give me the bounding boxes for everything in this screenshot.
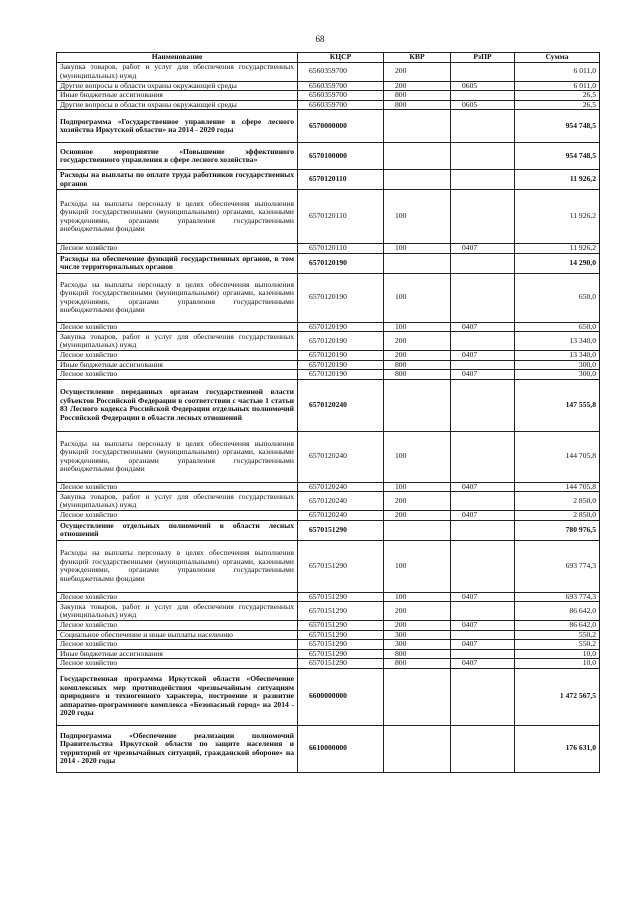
cell-sum: 14 290,0: [515, 253, 600, 273]
cell-sum: 1 472 567,5: [515, 668, 600, 725]
cell-name: Государственная программа Иркутской области «Обеспечение комплексных мер противодействия чрезвычайным ситуациям природного и техногенного характера, построение и развитие аппаратно-программного комплекса «Безопасный город» на 2014 - 2020 годы: [57, 668, 298, 725]
budget-table: [56, 52, 600, 773]
cell-kvr: 800: [384, 659, 451, 669]
table-row: [57, 431, 600, 482]
cell-kcsr: 6570120240: [298, 482, 384, 492]
cell-name: Иные бюджетные ассигнования: [57, 91, 298, 101]
cell-rzpr: [451, 273, 515, 322]
cell-kcsr: 6570120240: [298, 492, 384, 511]
cell-kcsr: 6570120110: [298, 190, 384, 244]
table-row: [57, 492, 600, 511]
cell-kvr: 800: [384, 649, 451, 659]
cell-kvr: 100: [384, 482, 451, 492]
table-row: [57, 659, 600, 669]
cell-rzpr: [451, 630, 515, 640]
cell-kvr: [384, 520, 451, 540]
table-row: [57, 602, 600, 621]
table-row: [57, 332, 600, 351]
cell-kvr: [384, 110, 451, 143]
table-row: [57, 91, 600, 101]
column-header-sum: Сумма: [515, 53, 600, 63]
cell-sum: 10,0: [515, 649, 600, 659]
cell-kvr: [384, 143, 451, 170]
cell-kcsr: 6570151290: [298, 540, 384, 592]
cell-kcsr: 6570151290: [298, 520, 384, 540]
cell-sum: 650,0: [515, 273, 600, 322]
cell-name: Иные бюджетные ассигнования: [57, 649, 298, 659]
cell-sum: 13 340,0: [515, 332, 600, 351]
cell-kcsr: 6570120190: [298, 273, 384, 322]
cell-name: Лесное хозяйство: [57, 511, 298, 521]
cell-sum: 693 774,3: [515, 592, 600, 602]
cell-kcsr: 6560359700: [298, 91, 384, 101]
cell-rzpr: [451, 332, 515, 351]
table-row: [57, 370, 600, 380]
cell-sum: 6 011,0: [515, 62, 600, 81]
cell-name: Расходы на выплаты по оплате труда работников государственных органов: [57, 170, 298, 190]
cell-kcsr: 6570120190: [298, 253, 384, 273]
cell-rzpr: 0407: [451, 659, 515, 669]
cell-kcsr: 6560359700: [298, 62, 384, 81]
column-header-rzpr: РзПР: [451, 53, 515, 63]
cell-kvr: 100: [384, 244, 451, 254]
table-row: [57, 520, 600, 540]
cell-name: Лесное хозяйство: [57, 659, 298, 669]
cell-kvr: 100: [384, 322, 451, 332]
cell-rzpr: 0407: [451, 370, 515, 380]
table-row: [57, 322, 600, 332]
table-row: [57, 170, 600, 190]
cell-sum: 550,2: [515, 640, 600, 650]
cell-name: Лесное хозяйство: [57, 351, 298, 361]
cell-rzpr: [451, 190, 515, 244]
cell-name: Основное мероприятие «Повышение эффективного государственного управления в сфере лесного хозяйства»: [57, 143, 298, 170]
cell-kcsr: 6600000000: [298, 668, 384, 725]
table-row: [57, 62, 600, 81]
cell-kvr: [384, 725, 451, 772]
cell-kcsr: 6570120110: [298, 244, 384, 254]
cell-rzpr: [451, 520, 515, 540]
cell-kvr: 200: [384, 62, 451, 81]
cell-rzpr: [451, 649, 515, 659]
cell-kvr: 200: [384, 511, 451, 521]
cell-kvr: 200: [384, 492, 451, 511]
table-row: [57, 110, 600, 143]
cell-kcsr: 6570151290: [298, 640, 384, 650]
cell-sum: 144 705,8: [515, 482, 600, 492]
cell-rzpr: [451, 431, 515, 482]
cell-name: Закупка товаров, работ и услуг для обеспечения государственных (муниципальных) нужд: [57, 492, 298, 511]
cell-rzpr: 0407: [451, 482, 515, 492]
table-row: [57, 253, 600, 273]
cell-sum: 11 926,2: [515, 190, 600, 244]
cell-name: Закупка товаров, работ и услуг для обеспечения государственных (муниципальных) нужд: [57, 332, 298, 351]
cell-rzpr: 0407: [451, 322, 515, 332]
cell-name: Другие вопросы в области охраны окружающей среды: [57, 100, 298, 110]
cell-kcsr: 6570120240: [298, 431, 384, 482]
cell-name: Расходы на обеспечение функций государственных органов, в том числе территориальных органов: [57, 253, 298, 273]
cell-kvr: [384, 170, 451, 190]
cell-name: Лесное хозяйство: [57, 482, 298, 492]
cell-rzpr: [451, 110, 515, 143]
cell-rzpr: [451, 62, 515, 81]
cell-kcsr: 6560359700: [298, 100, 384, 110]
cell-name: Осуществление переданных органам государственной власти субъектов Российской Федерации в соответствии с частью 1 статьи 83 Лесного кодекса Российской Федерации отдельных полномочий Российской Федерации в области лесных отношений: [57, 379, 298, 431]
cell-kcsr: 6570120190: [298, 322, 384, 332]
cell-kvr: [384, 379, 451, 431]
cell-sum: 86 642,0: [515, 621, 600, 631]
cell-name: Закупка товаров, работ и услуг для обеспечения государственных (муниципальных) нужд: [57, 62, 298, 81]
cell-sum: 954 748,5: [515, 143, 600, 170]
cell-sum: 6 011,0: [515, 81, 600, 91]
cell-rzpr: [451, 492, 515, 511]
cell-kvr: 800: [384, 370, 451, 380]
cell-kcsr: 6570120110: [298, 170, 384, 190]
cell-kvr: 800: [384, 91, 451, 101]
table-row: [57, 640, 600, 650]
cell-sum: 954 748,5: [515, 110, 600, 143]
cell-name: Лесное хозяйство: [57, 592, 298, 602]
column-header-kvr: КВР: [384, 53, 451, 63]
cell-name: Лесное хозяйство: [57, 244, 298, 254]
cell-kcsr: 6570151290: [298, 602, 384, 621]
cell-kcsr: 6610000000: [298, 725, 384, 772]
cell-sum: 300,0: [515, 360, 600, 370]
cell-kcsr: 6570151290: [298, 630, 384, 640]
cell-rzpr: 0407: [451, 511, 515, 521]
cell-rzpr: [451, 143, 515, 170]
cell-sum: 176 631,0: [515, 725, 600, 772]
column-header-kcsr: КЦСР: [298, 53, 384, 63]
cell-kcsr: 6570120190: [298, 351, 384, 361]
cell-kvr: 300: [384, 630, 451, 640]
cell-sum: 26,5: [515, 100, 600, 110]
table-row: [57, 273, 600, 322]
cell-rzpr: [451, 540, 515, 592]
cell-name: Лесное хозяйство: [57, 621, 298, 631]
cell-kcsr: 6570120190: [298, 360, 384, 370]
cell-rzpr: [451, 360, 515, 370]
cell-name: Закупка товаров, работ и услуг для обеспечения государственных (муниципальных) нужд: [57, 602, 298, 621]
cell-kcsr: 6560359700: [298, 81, 384, 91]
cell-kvr: 200: [384, 332, 451, 351]
table-row: [57, 379, 600, 431]
cell-sum: 780 976,5: [515, 520, 600, 540]
cell-rzpr: [451, 668, 515, 725]
table-row: [57, 482, 600, 492]
table-row: [57, 100, 600, 110]
cell-rzpr: [451, 725, 515, 772]
cell-kcsr: 6570120190: [298, 332, 384, 351]
table-row: [57, 351, 600, 361]
cell-name: Подпрограмма «Государственное управление в сфере лесного хозяйства Иркутской области» на 2014 - 2020 годы: [57, 110, 298, 143]
cell-kvr: 200: [384, 621, 451, 631]
table-row: [57, 725, 600, 772]
cell-kvr: 800: [384, 100, 451, 110]
cell-name: Подпрограмма «Обеспечение реализации полномочий Правительства Иркутской области по защите населения и территорий от чрезвычайных ситуаций, гражданской обороне» на 2014 - 2020 годы: [57, 725, 298, 772]
cell-sum: 147 555,8: [515, 379, 600, 431]
cell-name: Другие вопросы в области охраны окружающей среды: [57, 81, 298, 91]
cell-sum: 2 850,0: [515, 492, 600, 511]
cell-kcsr: 6570151290: [298, 592, 384, 602]
cell-name: Лесное хозяйство: [57, 370, 298, 380]
cell-kvr: 100: [384, 540, 451, 592]
cell-rzpr: 0407: [451, 640, 515, 650]
cell-sum: 2 850,0: [515, 511, 600, 521]
cell-name: Расходы на выплаты персоналу в целях обеспечения выполнения функций государственными (муниципальными) органами, казенными учреждениями, органами управления государственными внебюджетными фондами: [57, 431, 298, 482]
cell-kcsr: 6570120240: [298, 511, 384, 521]
cell-kvr: 800: [384, 360, 451, 370]
cell-kvr: 100: [384, 273, 451, 322]
table-row: [57, 668, 600, 725]
cell-rzpr: [451, 602, 515, 621]
cell-kvr: 100: [384, 592, 451, 602]
cell-rzpr: [451, 91, 515, 101]
cell-sum: 11 926,2: [515, 244, 600, 254]
cell-rzpr: [451, 170, 515, 190]
cell-kcsr: 6570151290: [298, 621, 384, 631]
cell-name: Социальное обеспечение и иные выплаты населению: [57, 630, 298, 640]
table-row: [57, 244, 600, 254]
table-row: [57, 143, 600, 170]
cell-kvr: 100: [384, 431, 451, 482]
cell-rzpr: 0407: [451, 592, 515, 602]
cell-name: Осуществление отдельных полномочий в области лесных отношений: [57, 520, 298, 540]
cell-kvr: 100: [384, 190, 451, 244]
cell-name: Иные бюджетные ассигнования: [57, 360, 298, 370]
cell-rzpr: 0407: [451, 244, 515, 254]
cell-sum: 10,0: [515, 659, 600, 669]
table-row: [57, 592, 600, 602]
cell-sum: 86 642,0: [515, 602, 600, 621]
cell-kcsr: 6570151290: [298, 659, 384, 669]
cell-kvr: [384, 253, 451, 273]
cell-kvr: 200: [384, 351, 451, 361]
cell-rzpr: [451, 253, 515, 273]
cell-rzpr: 0407: [451, 621, 515, 631]
cell-kvr: 200: [384, 81, 451, 91]
cell-sum: 26,5: [515, 91, 600, 101]
cell-sum: 13 340,0: [515, 351, 600, 361]
table-row: [57, 540, 600, 592]
page-number: 68: [315, 34, 325, 44]
cell-name: Расходы на выплаты персоналу в целях обеспечения выполнения функций государственными (муниципальными) органами, казенными учреждениями, органами управления государственными внебюджетными фондами: [57, 273, 298, 322]
table-row: [57, 621, 600, 631]
cell-sum: 300,0: [515, 370, 600, 380]
cell-sum: 11 926,2: [515, 170, 600, 190]
table-row: [57, 511, 600, 521]
table-body: [57, 62, 600, 772]
cell-kcsr: 6570151290: [298, 649, 384, 659]
cell-name: Расходы на выплаты персоналу в целях обеспечения выполнения функций государственными (муниципальными) органами, казенными учреждениями, органами управления государственными внебюджетными фондами: [57, 540, 298, 592]
cell-kcsr: 6570120190: [298, 370, 384, 380]
cell-rzpr: 0407: [451, 351, 515, 361]
cell-sum: 144 705,8: [515, 431, 600, 482]
cell-kcsr: 6570120240: [298, 379, 384, 431]
cell-rzpr: [451, 379, 515, 431]
cell-sum: 550,2: [515, 630, 600, 640]
cell-sum: 693 774,3: [515, 540, 600, 592]
cell-name: Лесное хозяйство: [57, 640, 298, 650]
cell-kvr: [384, 668, 451, 725]
cell-kvr: 200: [384, 602, 451, 621]
cell-rzpr: 0605: [451, 81, 515, 91]
cell-name: Расходы на выплаты персоналу в целях обеспечения выполнения функций государственными (муниципальными) органами, казенными учреждениями, органами управления государственными внебюджетными фондами: [57, 190, 298, 244]
column-header-name: Наименование: [57, 53, 298, 63]
cell-kcsr: 6570000000: [298, 110, 384, 143]
table-row: [57, 190, 600, 244]
cell-kcsr: 6570100000: [298, 143, 384, 170]
cell-kvr: 300: [384, 640, 451, 650]
cell-sum: 650,0: [515, 322, 600, 332]
table-header-row: [57, 53, 600, 63]
cell-rzpr: 0605: [451, 100, 515, 110]
cell-name: Лесное хозяйство: [57, 322, 298, 332]
